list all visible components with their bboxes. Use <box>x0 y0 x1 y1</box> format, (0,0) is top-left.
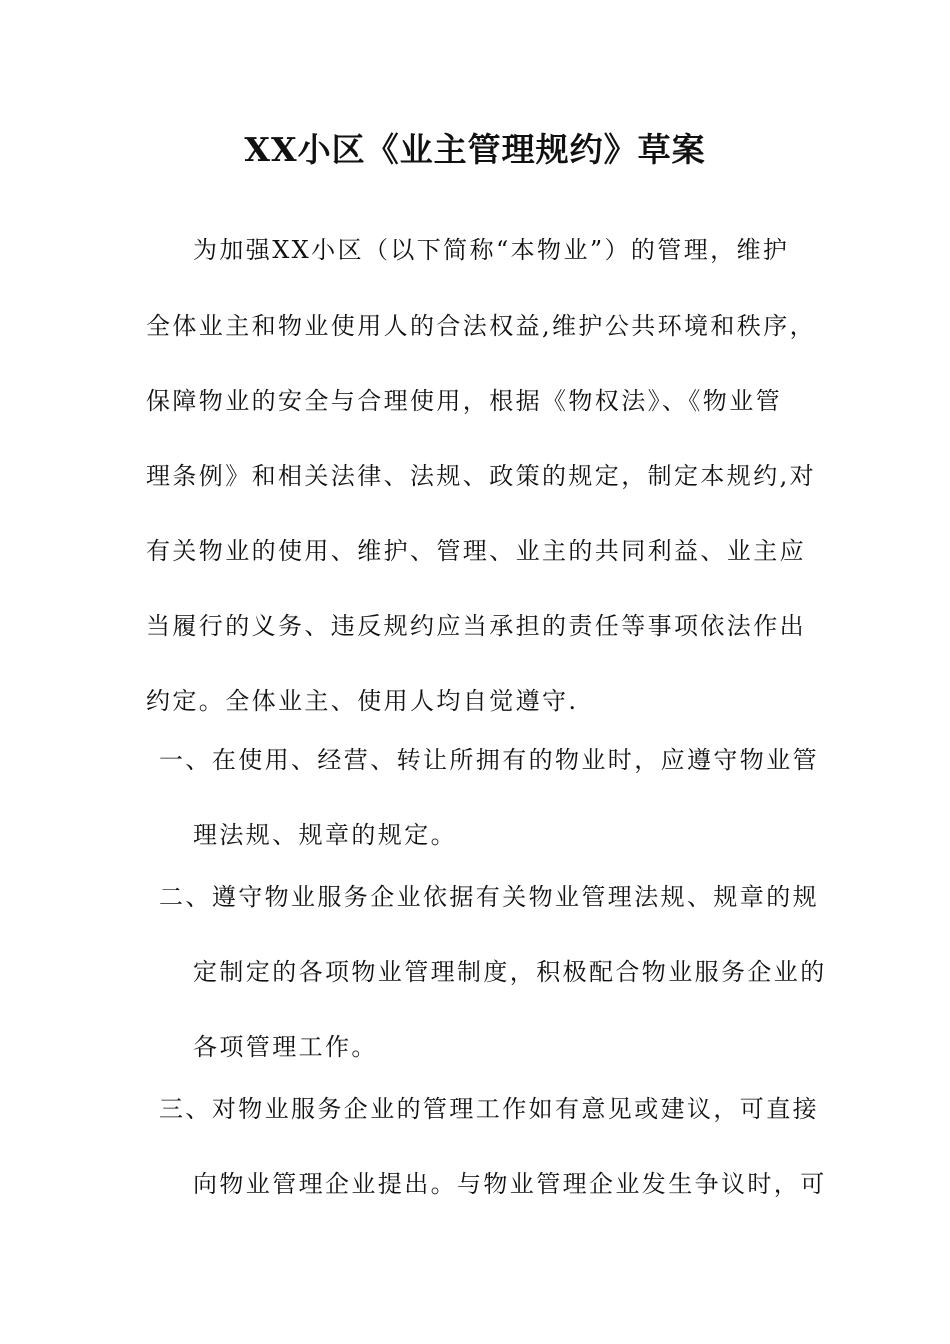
preamble-line-4: 理条例》和相关法律、法规、政策的规定，制定本规约,对 <box>146 462 817 490</box>
clause-text: 在使用、经营、转让所拥有的物业时，应遵守物业管 <box>211 746 820 774</box>
preamble-line-1: 为加强XX小区（以下简称“本物业”）的管理，维护 <box>193 236 790 264</box>
clause-3-line-2: 向物业管理企业提出。与物业管理企业发生争议时，可 <box>193 1170 827 1198</box>
clause-2-line-2: 定制定的各项物业管理制度，积极配合物业服务企业的 <box>193 958 827 986</box>
clause-1-first-line <box>159 743 819 777</box>
clause-text: 遵守物业服务企业依据有关物业管理法规、规章的规 <box>211 883 820 911</box>
preamble-line-3: 保障物业的安全与合理使用，根据《物权法》、《物业管 <box>146 387 782 415</box>
clause-number: 三、 <box>159 1095 212 1123</box>
preamble-line-2: 全体业主和物业使用人的合法权益,维护公共环境和秩序， <box>146 312 817 340</box>
clause-3-first-line <box>159 1092 819 1126</box>
clause-1-line-2: 理法规、规章的规定。 <box>193 821 457 849</box>
preamble-line-6: 当履行的义务、违反规约应当承担的责任等事项依法作出 <box>146 612 806 640</box>
preamble-line-7: 约定。全体业主、使用人均自觉遵守. <box>146 687 579 715</box>
document-title: XX小区《业主管理规约》草案 <box>244 130 706 169</box>
clause-2-first-line <box>159 880 819 914</box>
clause-number: 二、 <box>159 883 212 911</box>
clause-number: 一、 <box>159 746 212 774</box>
preamble-line-5: 有关物业的使用、维护、管理、业主的共同利益、业主应 <box>146 537 806 565</box>
clause-2-line-3: 各项管理工作。 <box>193 1033 378 1061</box>
clause-text: 对物业服务企业的管理工作如有意见或建议，可直接 <box>211 1095 820 1123</box>
